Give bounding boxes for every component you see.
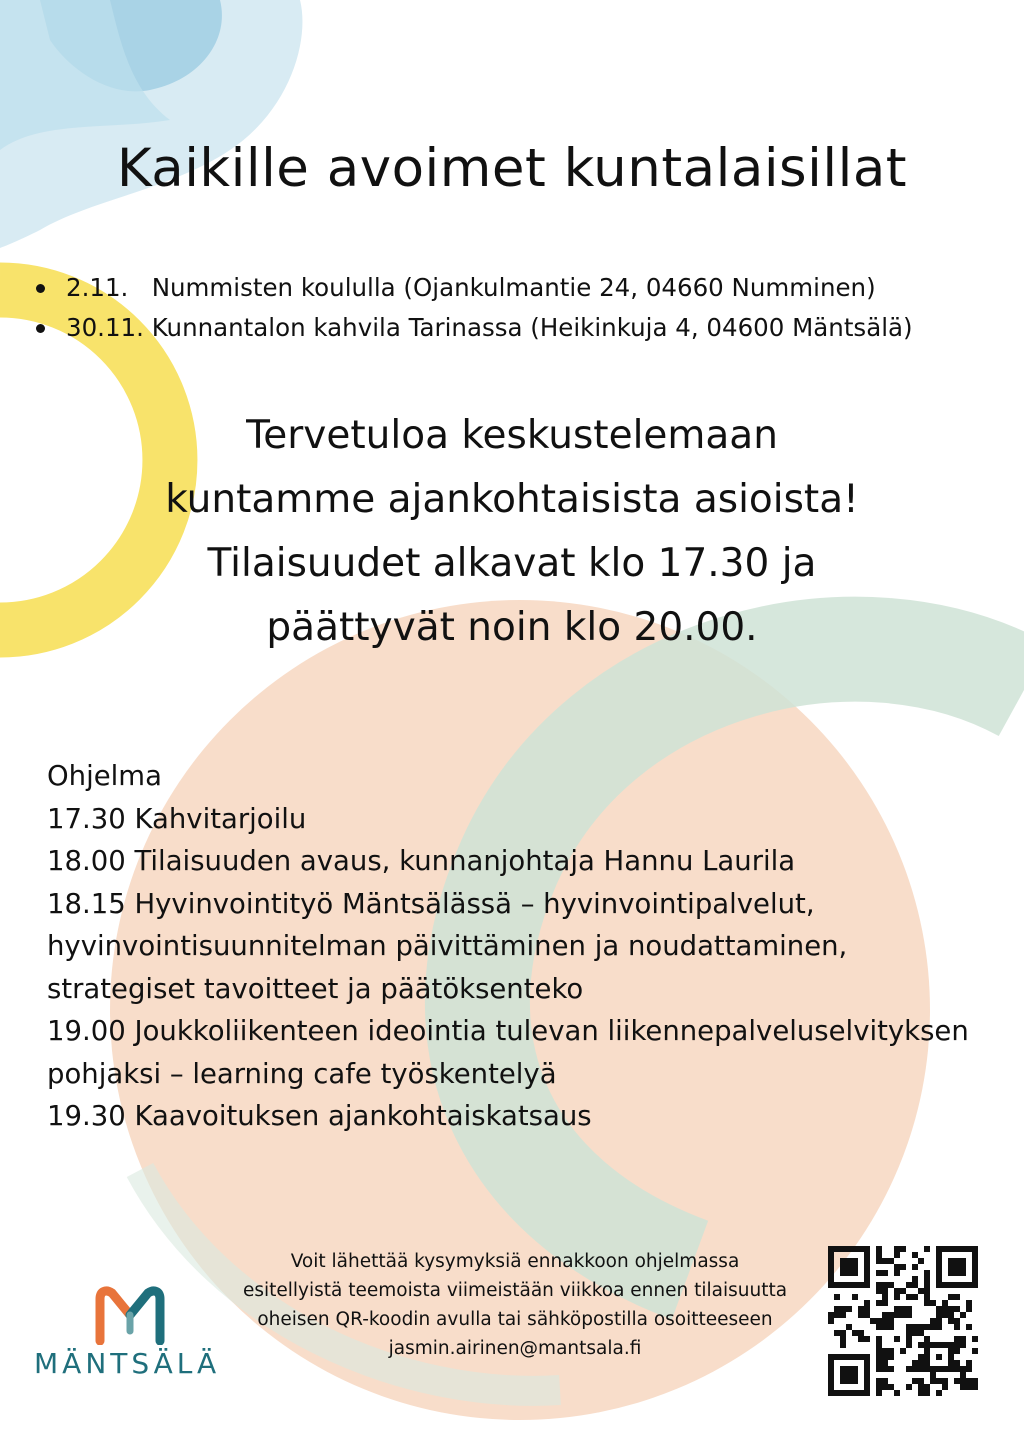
- program-section: [47, 755, 1007, 1138]
- program-line: 19.00 Joukkoliikenteen ideointia tulevan liikennepalveluselvityksen: [47, 1015, 969, 1047]
- event-item-numminen: 2.11. Nummisten koululla (Ojankulmantie 24, 04660 Numminen): [34, 268, 913, 308]
- program-line: 19.30 Kaavoituksen ajankohtaiskatsaus: [47, 1100, 592, 1132]
- logo-m-icon: [34, 1285, 234, 1345]
- welcome-text: [0, 404, 1024, 660]
- welcome-line: Tilaisuudet alkavat klo 17.30 ja: [207, 541, 817, 586]
- program-line: strategiset tavoitteet ja päätöksenteko: [47, 972, 584, 1005]
- info-line: Voit lähettää kysymyksiä ennakkoon ohjelmassa: [290, 1251, 740, 1272]
- program-line: 17.30 Kahvitarjoilu: [47, 802, 307, 835]
- welcome-line: kuntamme ajankohtaisista asioista!: [165, 477, 859, 522]
- mantsala-logo: [34, 1285, 234, 1385]
- page-title: Kaikille avoimet kuntalaisillat: [116, 138, 908, 199]
- contact-info: [205, 1247, 825, 1363]
- event-item-mantsala: 30.11. Kunnantalon kahvila Tarinassa (Heikinkuja 4, 04600 Mäntsälä): [34, 308, 913, 348]
- welcome-line: Tervetuloa keskustelemaan: [246, 413, 778, 458]
- email-link[interactable]: jasmin.airinen@mantsala.fi: [388, 1338, 642, 1359]
- qr-code-icon[interactable]: [828, 1246, 978, 1396]
- program-line: 18.15 Hyvinvointityö Mäntsälässä – hyvinvointipalvelut,: [47, 887, 815, 920]
- welcome-line: päättyvät noin klo 20.00.: [266, 605, 758, 650]
- event-dates-list: [34, 268, 913, 348]
- program-line: pohjaksi – learning cafe työskentelyä: [47, 1057, 557, 1090]
- logo-text: MÄNTSÄLÄ: [34, 1347, 221, 1380]
- program-heading: Ohjelma: [47, 760, 162, 792]
- info-line: esitellyistä teemoista viimeistään viikkoa ennen tilaisuutta: [242, 1280, 788, 1301]
- info-line: oheisen QR-koodin avulla tai sähköpostilla osoitteeseen: [257, 1309, 773, 1330]
- program-line: 18.00 Tilaisuuden avaus, kunnanjohtaja Hannu Laurila: [47, 845, 796, 877]
- program-line: hyvinvointisuunnitelman päivittäminen ja noudattaminen,: [47, 930, 848, 962]
